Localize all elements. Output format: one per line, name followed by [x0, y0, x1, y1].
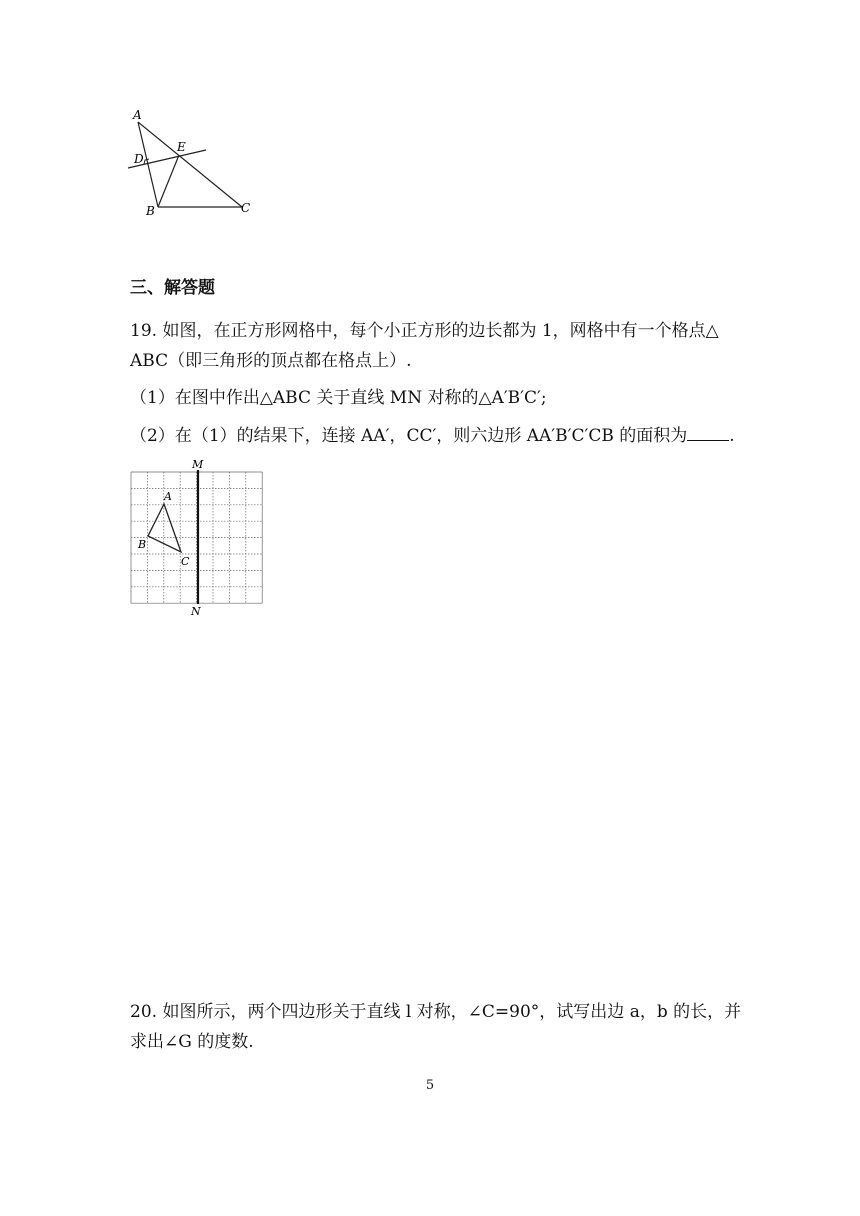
label-b: B — [138, 538, 147, 551]
q19-line1: 19. 如图，在正方形网格中，每个小正方形的边长都为 1，网格中有一个格点△ — [130, 321, 719, 341]
q19-part2 — [130, 421, 735, 446]
label-e: E — [177, 140, 186, 154]
label-c: C — [241, 201, 251, 215]
q19-part2-end: . — [729, 426, 735, 446]
section-title: 三、解答题 — [130, 278, 215, 298]
label-d: D — [134, 152, 144, 166]
label-c: C — [181, 555, 190, 568]
q19-part2-text: （2）在（1）的结果下，连接 AA′，CC′，则六边形 AA′B′C′CB 的面积为 — [130, 426, 688, 446]
label-m: M — [192, 458, 204, 471]
q19-part1: （1）在图中作出△ABC 关于直线 MN 对称的△A′B′C′; — [130, 388, 547, 408]
triangle-abc — [148, 504, 181, 552]
label-n: N — [191, 605, 201, 618]
answer-blank — [687, 426, 729, 441]
label-b: B — [146, 204, 155, 218]
page-number: 5 — [425, 1078, 435, 1093]
label-a: A — [133, 108, 142, 122]
q20-line1: 20. 如图所示，两个四边形关于直线 l 对称，∠C=90°，试写出边 a，b 的长，并 — [130, 1002, 742, 1022]
q19-line2: ABC（即三角形的顶点都在格点上）. — [130, 351, 412, 371]
figure-triangle-abc-with-perpendicular — [120, 100, 260, 220]
figure-grid-triangle-mn — [124, 458, 269, 618]
segment-be — [158, 155, 179, 207]
q20-line2: 求出∠G 的度数. — [130, 1032, 254, 1052]
label-a: A — [164, 490, 172, 503]
segment-ac — [138, 122, 242, 207]
